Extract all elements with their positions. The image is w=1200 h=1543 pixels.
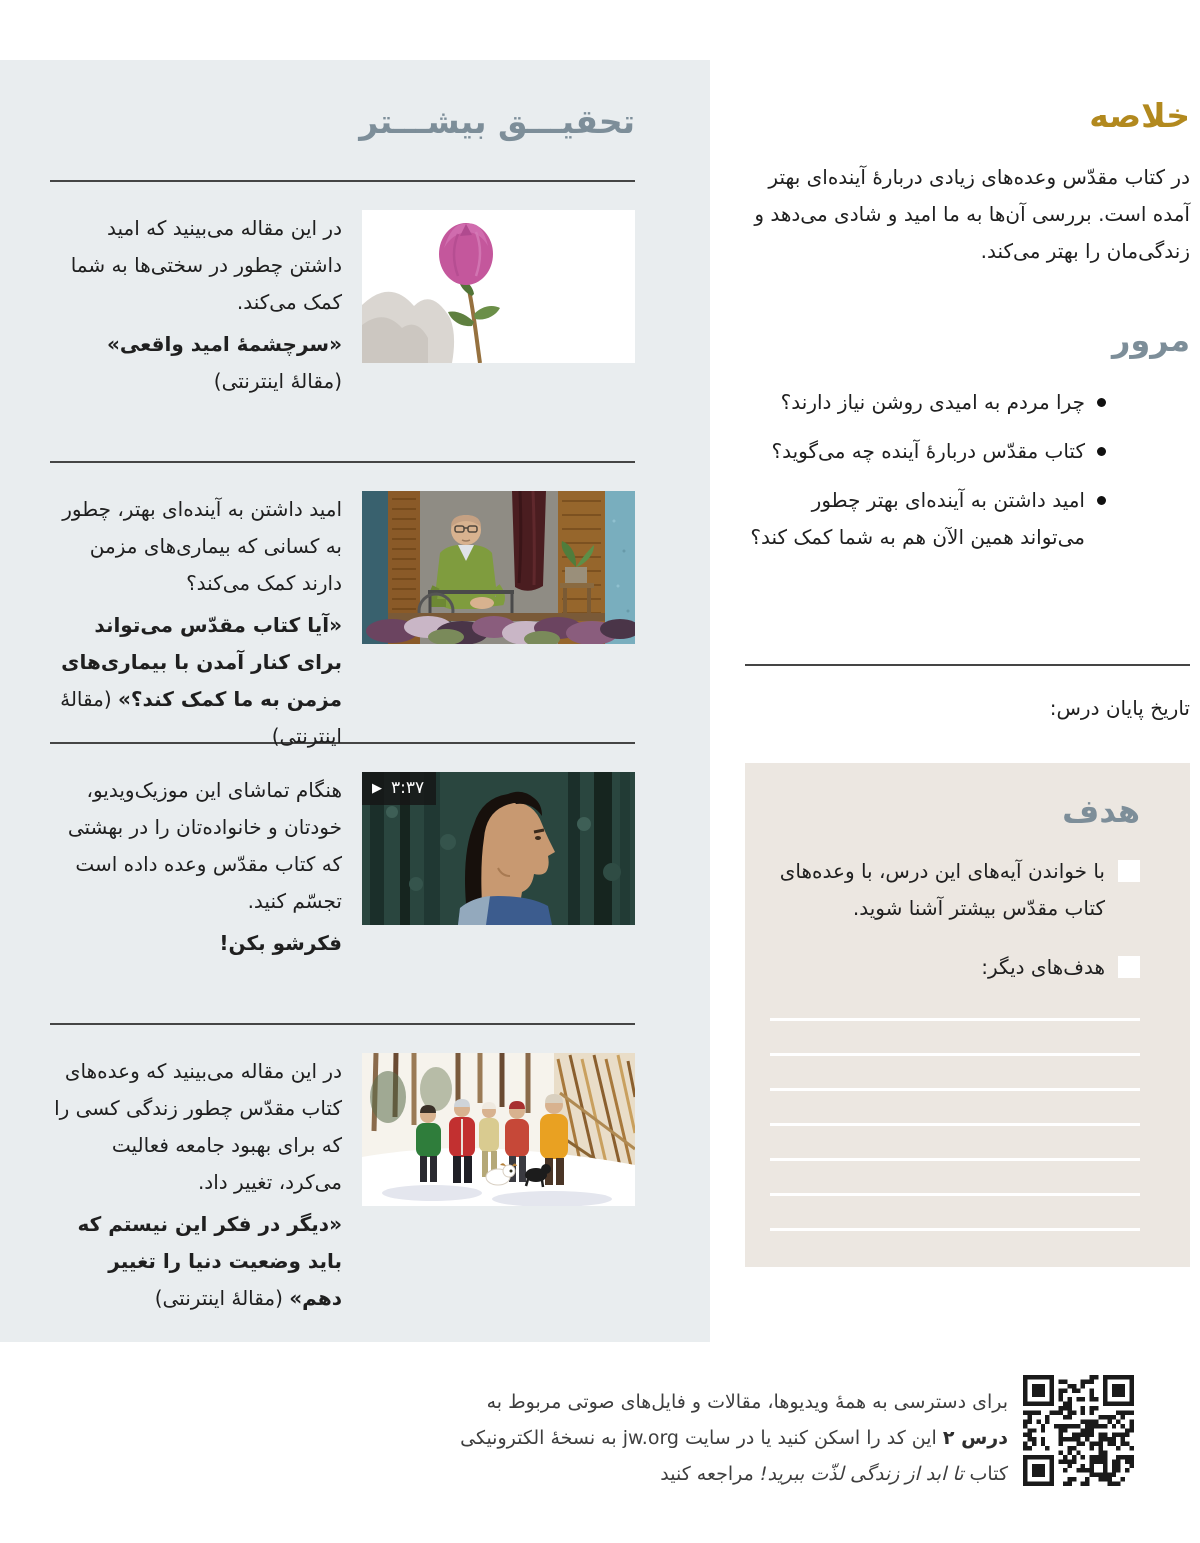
further-item-real-hope [50, 180, 635, 461]
goal-item [770, 949, 1140, 986]
further-item-text [50, 210, 342, 400]
further-item-text [50, 772, 342, 962]
further-item-chronic-illness [50, 461, 635, 748]
footer-access-note [368, 1384, 1008, 1492]
lesson-sidebar [745, 95, 1190, 1267]
video-thumbnail[interactable] [362, 772, 635, 925]
further-research-panel [0, 60, 710, 1342]
item-description: هنگام تماشای این موزیک‌ویدیو، خودتان و خانواده‌تان را در بهشتی که کتاب مقدّس وعده داده است تجسّم کنید. [67, 777, 342, 913]
summary-heading: خلاصه [1089, 96, 1190, 135]
lesson-completed-date-label: تاریخ پایان درس: [1049, 696, 1190, 721]
review-question: چرا مردم به امیدی روشن نیاز دارند؟ [749, 384, 1085, 421]
writing-line [770, 1088, 1140, 1091]
goal-box [745, 763, 1190, 1267]
goal-checkbox[interactable] [1118, 956, 1140, 978]
review-question: کتاب مقدّس دربارهٔ آینده چه می‌گوید؟ [749, 433, 1085, 470]
review-question: امید داشتن به آینده‌ای بهتر چطور می‌تواند همین الآن هم به شما کمک کند؟ [749, 482, 1085, 556]
summary-text: در کتاب مقدّس وعده‌های زیادی دربارهٔ آینده‌ای بهتر آمده است. بررسی آن‌ها به ما امید و شادی می‌دهد و زندگی‌مان را بهتر می‌کند. [754, 165, 1190, 264]
further-item-text [50, 1053, 342, 1317]
qr-code [1023, 1375, 1134, 1486]
goal-item-text: با خواندن آیه‌های این درس، با وعده‌های کتاب مقدّس بیشتر آشنا شوید. [779, 859, 1105, 921]
article-type: (مقالهٔ اینترنتی) [154, 1285, 283, 1310]
qr-code-pattern [1023, 1375, 1134, 1486]
flower-photo [362, 210, 635, 363]
further-item-text [50, 491, 342, 755]
footer-line: برای دسترسی به همهٔ ویدیوها، مقالات و فایل‌های صوتی مربوط به [486, 1391, 1008, 1413]
review-list [745, 384, 1190, 556]
goal-item [770, 853, 1140, 927]
further-research-heading: تحقیـــق بیشـــتر [359, 102, 635, 141]
goal-heading: هدف [1062, 792, 1140, 831]
article-type: (مقالهٔ اینترنتی) [213, 368, 342, 393]
goal-item-text: هدف‌های دیگر: [981, 955, 1105, 980]
goal-checkbox[interactable] [1118, 860, 1140, 882]
item-description: در این مقاله می‌بینید که وعده‌های کتاب مقدّس چطور زندگی کسی را که برای بهبود جامعه فعالیت می‌کرد، تغییر داد. [54, 1058, 342, 1194]
article-title: «سرچشمهٔ امید واقعی» [106, 331, 342, 356]
video-duration-badge [362, 772, 436, 805]
section-divider [745, 664, 1190, 666]
footer-line: کتاب تا ابد از زندگی لذّت ببرید! مراجعه کنید [660, 1463, 1008, 1485]
writing-lines [770, 1018, 1140, 1231]
further-item-music-video [50, 742, 635, 1023]
footer-line: درس ۲ این کد را اسکن کنید یا در سایت jw.org به نسخهٔ الکترونیکی [460, 1427, 1008, 1449]
further-item-changed-life [50, 1023, 635, 1317]
video-duration: ۳:۳۷ [391, 778, 425, 799]
writing-line [770, 1053, 1140, 1056]
winter-walk-photo [362, 1053, 635, 1206]
writing-line [770, 1193, 1140, 1196]
man-in-wheelchair-illustration [362, 491, 635, 644]
writing-line [770, 1018, 1140, 1021]
video-title: فکرشو بکن! [219, 930, 342, 955]
man-window-photo [362, 491, 635, 644]
item-description: در این مقاله می‌بینید که امید داشتن چطور در سختی‌ها به شما کمک می‌کند. [70, 215, 342, 314]
review-heading: مرور [1111, 321, 1190, 360]
article-title: «دیگر در فکر این نیستم که باید وضعیت دنیا را تغییر دهم» [77, 1211, 342, 1310]
item-description: امید داشتن به آینده‌ای بهتر، چطور به کسانی که بیماری‌های مزمن دارند کمک می‌کند؟ [62, 496, 342, 595]
writing-line [770, 1228, 1140, 1231]
writing-line [770, 1123, 1140, 1126]
pink-flower-illustration [362, 210, 635, 363]
article-type: (مقالهٔ اینترنتی) [60, 686, 342, 748]
article-title: «آیا کتاب مقدّس می‌تواند برای کنار آمدن با بیماری‌های مزمن به ما کمک کند؟» [61, 612, 342, 711]
play-icon: ▶ [372, 780, 382, 796]
writing-line [770, 1158, 1140, 1161]
family-snow-walk-illustration [362, 1053, 635, 1206]
